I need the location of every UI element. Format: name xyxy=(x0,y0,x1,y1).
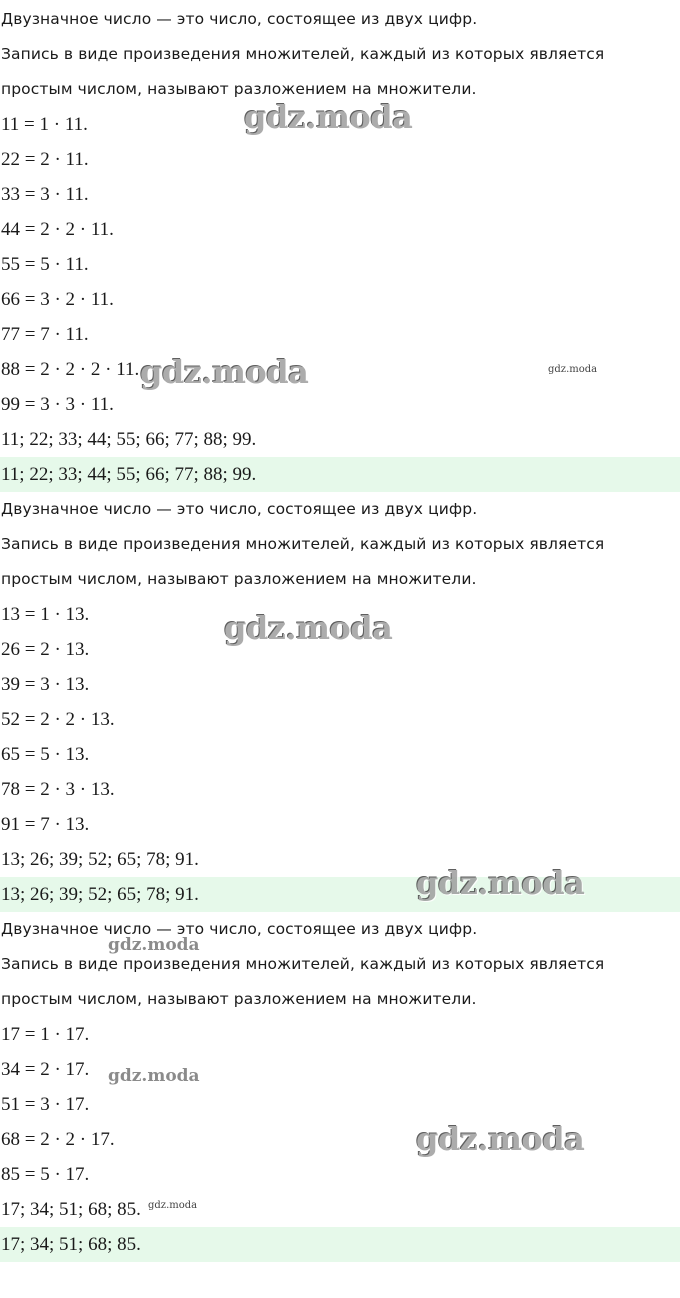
watermark: gdz.moda xyxy=(548,364,598,375)
result-list: 13; 26; 39; 52; 65; 78; 91. xyxy=(1,849,199,870)
intro-text: Двузначное число — это число, состоящее из двух цифр. xyxy=(1,500,478,518)
intro-text: Двузначное число — это число, состоящее из двух цифр. xyxy=(1,920,478,938)
factorization-equation: 33 = 3 · 11. xyxy=(1,184,89,205)
factorization-equation: 34 = 2 · 17. xyxy=(1,1059,90,1080)
intro-text: простым числом, называют разложением на множители. xyxy=(1,570,477,588)
factorization-equation: 26 = 2 · 13. xyxy=(1,639,90,660)
factorization-equation: 66 = 3 · 2 · 11. xyxy=(1,289,114,310)
intro-text: Запись в виде произведения множителей, каждый из которых является xyxy=(1,45,605,63)
intro-text: Запись в виде произведения множителей, каждый из которых является xyxy=(1,535,605,553)
factorization-equation: 22 = 2 · 11. xyxy=(1,149,89,170)
watermark: gdz.moda xyxy=(140,353,309,391)
factorization-equation: 13 = 1 · 13. xyxy=(1,604,90,625)
factorization-equation: 39 = 3 · 13. xyxy=(1,674,90,695)
watermark: gdz.moda xyxy=(224,609,393,647)
factorization-equation: 44 = 2 · 2 · 11. xyxy=(1,219,114,240)
watermark: gdz.moda xyxy=(416,864,585,902)
factorization-equation: 77 = 7 · 11. xyxy=(1,324,89,345)
factorization-equation: 99 = 3 · 3 · 11. xyxy=(1,394,114,415)
factorization-equation: 88 = 2 · 2 · 2 · 11. xyxy=(1,359,140,380)
result-list: 17; 34; 51; 68; 85. xyxy=(1,1199,141,1220)
watermark: gdz.moda xyxy=(108,1066,200,1086)
factorization-equation: 51 = 3 · 17. xyxy=(1,1094,90,1115)
factorization-equation: 78 = 2 · 3 · 13. xyxy=(1,779,115,800)
watermark: gdz.moda xyxy=(148,1200,198,1211)
watermark: gdz.moda xyxy=(416,1120,585,1158)
factorization-equation: 91 = 7 · 13. xyxy=(1,814,90,835)
answer-highlight: 13; 26; 39; 52; 65; 78; 91. xyxy=(0,877,680,912)
watermark: gdz.moda xyxy=(244,98,413,136)
intro-text: Запись в виде произведения множителей, каждый из которых является xyxy=(1,955,605,973)
watermark: gdz.moda xyxy=(108,935,200,955)
answer-highlight: 17; 34; 51; 68; 85. xyxy=(0,1227,680,1262)
factorization-equation: 17 = 1 · 17. xyxy=(1,1024,90,1045)
factorization-equation: 55 = 5 · 11. xyxy=(1,254,89,275)
factorization-equation: 85 = 5 · 17. xyxy=(1,1164,90,1185)
intro-text: простым числом, называют разложением на множители. xyxy=(1,990,477,1008)
result-list: 11; 22; 33; 44; 55; 66; 77; 88; 99. xyxy=(1,429,257,450)
factorization-equation: 11 = 1 · 11. xyxy=(1,114,88,135)
answer-highlight: 11; 22; 33; 44; 55; 66; 77; 88; 99. xyxy=(0,457,680,492)
factorization-equation: 68 = 2 · 2 · 17. xyxy=(1,1129,115,1150)
intro-text: Двузначное число — это число, состоящее из двух цифр. xyxy=(1,10,478,28)
factorization-equation: 65 = 5 · 13. xyxy=(1,744,90,765)
factorization-equation: 52 = 2 · 2 · 13. xyxy=(1,709,115,730)
intro-text: простым числом, называют разложением на множители. xyxy=(1,80,477,98)
